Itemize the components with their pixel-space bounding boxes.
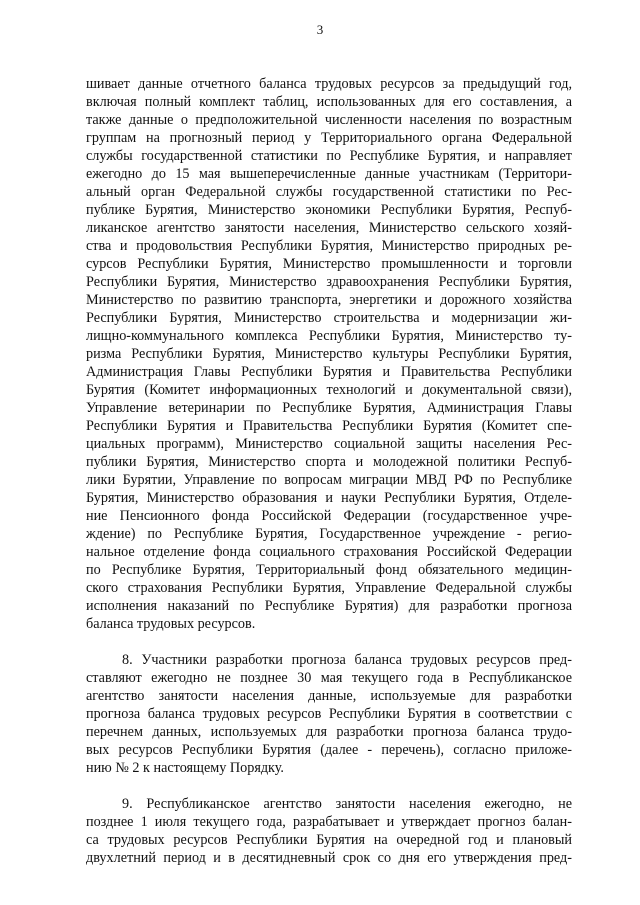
text-line: ежегодно до 15 мая вышеперечисленные данные участникам (Территори- bbox=[86, 166, 572, 182]
paragraph-item-9 bbox=[86, 795, 572, 867]
text-line: публики Бурятия, Министерство спорта и молодежной политики Респуб- bbox=[86, 454, 572, 470]
text-line: нальное отделение фонда социального страхования Российской Федерации bbox=[86, 544, 572, 560]
text-line: 8. Участники разработки прогноза баланса трудовых ресурсов пред- bbox=[122, 652, 572, 668]
page-number: 3 bbox=[316, 22, 324, 37]
text-line: включая полный комплект таблиц, использованных для его составления, а bbox=[86, 94, 572, 110]
text-line: Управление ветеринарии по Республике Бурятия, Администрация Главы bbox=[86, 400, 572, 416]
paragraph-item-8 bbox=[86, 651, 572, 777]
text-line: группам на прогнозный период у Территориального органа Федеральной bbox=[86, 130, 572, 146]
document-body bbox=[86, 75, 572, 867]
text-line: ние Пенсионного фонда Российской Федерации (государственное учре- bbox=[86, 508, 572, 524]
text-line: также данные о предположительной численности населения по возрастным bbox=[86, 112, 572, 128]
text-line: прогноза баланса трудовых ресурсов Республики Бурятия в соответствии с bbox=[86, 706, 572, 722]
text-line: ризма Республики Бурятия, Министерство культуры Республики Бурятия, bbox=[86, 346, 572, 362]
text-line: 9. Республиканское агентство занятости населения ежегодно, не bbox=[122, 796, 572, 812]
text-line: циальных программ), Министерство социальной защиты населения Рес- bbox=[86, 436, 572, 452]
text-line: публике Бурятия, Министерство экономики Республики Бурятия, Респуб- bbox=[86, 202, 572, 218]
text-line: службы государственной статистики по Республике Бурятия, и направляет bbox=[86, 148, 572, 164]
text-line: лики Бурятии, Управление по вопросам миграции МВД РФ по Республике bbox=[86, 472, 572, 488]
text-line: перечнем данных, используемых для разработки прогноза баланса трудо- bbox=[86, 724, 572, 740]
text-line: сурсов Республики Бурятия, Министерство промышленности и торговли bbox=[86, 256, 572, 272]
text-line: ского страхования Республики Бурятия, Управление Федеральной службы bbox=[86, 580, 572, 596]
text-line: Бурятия (Комитет информационных технологий и документальной связи), bbox=[86, 382, 572, 398]
text-line: ставляют ежегодно не позднее 30 мая текущего года в Республиканское bbox=[86, 670, 572, 686]
text-line: са трудовых ресурсов Республики Бурятия на очередной год и плановый bbox=[86, 832, 572, 848]
text-line: исполнения наказаний по Республике Бурятия) для разработки прогноза bbox=[86, 598, 572, 614]
text-line: агентство занятости населения данные, используемые для разработки bbox=[86, 688, 572, 704]
text-line: шивает данные отчетного баланса трудовых ресурсов за предыдущий год, bbox=[86, 76, 572, 92]
text-line: баланса трудовых ресурсов. bbox=[86, 616, 256, 632]
paragraph-continuation bbox=[86, 75, 572, 633]
text-line: Министерство по развитию транспорта, энергетики и дорожного хозяйства bbox=[86, 292, 572, 308]
text-line: ликанское агентство занятости населения, Министерство сельского хозяй- bbox=[86, 220, 572, 236]
text-line: вых ресурсов Республики Бурятия (далее - перечень), согласно приложе- bbox=[86, 742, 572, 758]
text-line: ждение) по Республике Бурятия, Государственное учреждение - регио- bbox=[86, 526, 572, 542]
text-line: Бурятия, Министерство образования и науки Республики Бурятия, Отделе- bbox=[86, 490, 572, 506]
text-line: Республики Бурятия, Министерство строительства и модернизации жи- bbox=[86, 310, 572, 326]
text-line: двухлетний период и в десятидневный срок со дня его утверждения пред- bbox=[86, 850, 572, 866]
text-line: Администрация Главы Республики Бурятия и Правительства Республики bbox=[86, 364, 572, 380]
text-line: Республики Бурятия, Министерство здравоохранения Республики Бурятия, bbox=[86, 274, 572, 290]
text-line: альный орган Федеральной службы государственной статистики по Рес- bbox=[86, 184, 572, 200]
text-line: лищно-коммунального комплекса Республики Бурятия, Министерство ту- bbox=[86, 328, 572, 344]
text-line: ства и продовольствия Республики Бурятия, Министерство природных ре- bbox=[86, 238, 572, 254]
text-line: позднее 1 июля текущего года, разрабатывает и утверждает прогноз балан- bbox=[86, 814, 572, 830]
text-line: нию № 2 к настоящему Порядку. bbox=[86, 760, 284, 776]
text-line: Республики Бурятия и Правительства Республики Бурятия (Комитет спе- bbox=[86, 418, 572, 434]
text-line: по Республике Бурятия, Территориальный фонд обязательного медицин- bbox=[86, 562, 572, 578]
